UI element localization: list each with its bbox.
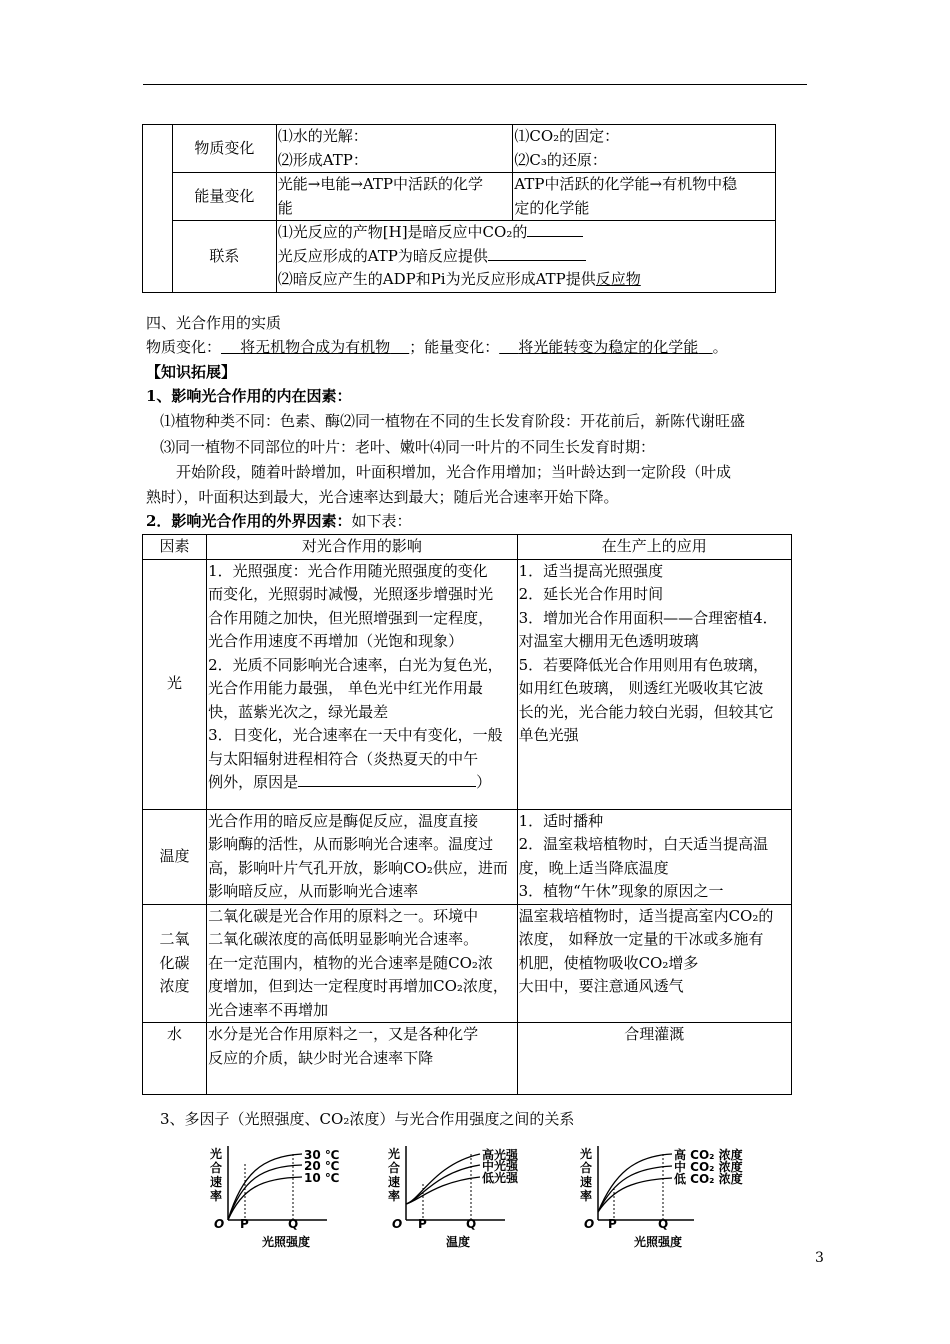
y-axis-label: 速 bbox=[580, 1175, 593, 1189]
merged-cell bbox=[143, 125, 173, 293]
dark-cell bbox=[513, 173, 776, 221]
cell-line: 水分是光合作用原料之一，又是各种化学 bbox=[208, 1025, 479, 1043]
origin-label: O bbox=[214, 1217, 225, 1231]
factor-cell: 光 bbox=[143, 559, 207, 809]
application-cell: 合理灌溉 bbox=[517, 1023, 791, 1095]
application-cell bbox=[517, 809, 791, 904]
cell-line: 光合作用能力最强， 单色光中红光作用最 bbox=[208, 679, 483, 697]
figure-temperature-curves bbox=[202, 1144, 362, 1252]
paragraph-line: 开始阶段，随着叶龄增加，叶面积增加，光合作用增加；当叶龄达到一定阶段（叶成 bbox=[176, 463, 732, 481]
fill-blank bbox=[488, 245, 586, 261]
cell-line: 例外，原因是 ） bbox=[208, 773, 492, 791]
header-rule bbox=[143, 84, 807, 85]
cell-line: ATP中活跃的化学能→有机物中稳 bbox=[514, 175, 738, 193]
curve-label: 低 CO₂ 浓度 bbox=[674, 1172, 743, 1186]
y-axis-label: 速 bbox=[388, 1175, 401, 1189]
cell-line: 1．适时播种 bbox=[518, 811, 604, 830]
cell-line: 度增加，但到达一定程度时再增加CO₂浓度， bbox=[208, 977, 508, 995]
external-factors-heading: 2．影响光合作用的外界因素：如下表： bbox=[146, 512, 412, 530]
curve-label: 30 ℃ bbox=[304, 1148, 340, 1162]
cell-line: 光合作用的暗反应是酶促反应，温度直接 bbox=[208, 811, 479, 830]
y-axis-label: 速 bbox=[210, 1175, 223, 1189]
cell-line: ⑵形成ATP： bbox=[277, 150, 368, 169]
cell-line: 定的化学能 bbox=[514, 198, 590, 217]
cell-line: 浓度， 如释放一定量的干冰或多施有 bbox=[518, 930, 764, 948]
cell-line: 光能→电能→ATP中活跃的化学 bbox=[277, 175, 484, 193]
cell-line: 在一定范围内，植物的光合速率是随CO₂浓 bbox=[208, 953, 493, 972]
y-axis-label: 合 bbox=[580, 1161, 593, 1175]
cell-line: 1．光照强度：光合作用随光照强度的变化 bbox=[208, 561, 488, 580]
y-axis-label: 率 bbox=[210, 1189, 223, 1203]
cell-line: 快，蓝紫光次之，绿光最差 bbox=[208, 702, 389, 721]
effect-cell bbox=[207, 1023, 517, 1095]
table-row bbox=[143, 173, 776, 221]
paragraph-line: ⑴植物种类不同：色素、酶⑵同一植物在不同的生长发育阶段：开花前后，新陈代谢旺盛 bbox=[160, 412, 746, 430]
cell-line: ⑵C₃的还原： bbox=[514, 150, 607, 169]
cell-line: 反应的介质，缺少时光合速率下降 bbox=[208, 1048, 434, 1067]
figure-co2-curves bbox=[574, 1144, 754, 1252]
tick-label: Q bbox=[288, 1217, 299, 1231]
curve-label: 中 CO₂ 浓度 bbox=[674, 1160, 743, 1174]
tick-label: P bbox=[418, 1217, 427, 1231]
table-row bbox=[143, 559, 792, 809]
cell-line: 光反应形成的ATP为暗反应提供 bbox=[278, 245, 774, 269]
tick-label: P bbox=[240, 1217, 249, 1231]
cell-line: 温室栽培植物时，适当提高室内CO₂的 bbox=[518, 906, 774, 925]
cell-line: 对温室大棚用无色透明玻璃 bbox=[518, 632, 699, 650]
table-row bbox=[143, 1023, 792, 1095]
column-header: 因素 bbox=[143, 535, 207, 560]
cell-line: ⑴光反应的产物[H]是暗反应中CO₂的 bbox=[278, 221, 774, 245]
fill-blank bbox=[298, 771, 476, 787]
cell-line: 二氧 bbox=[159, 930, 190, 948]
cell-line: 2．光质不同影响光合速率，白光为复色光， bbox=[208, 655, 503, 674]
section4-title: 四、光合作用的实质 bbox=[146, 314, 282, 332]
row-label: 能量变化 bbox=[172, 173, 276, 221]
effect-cell bbox=[207, 559, 517, 809]
application-cell bbox=[517, 559, 791, 809]
origin-label: O bbox=[584, 1217, 595, 1231]
cell-line: 2．温室栽培植物时，白天适当提高温 bbox=[518, 835, 769, 853]
origin-label: O bbox=[392, 1217, 403, 1231]
x-axis-label: 光照强度 bbox=[262, 1235, 311, 1249]
internal-factors-heading: 1、影响光合作用的内在因素： bbox=[146, 387, 352, 405]
y-axis-label: 光 bbox=[210, 1147, 223, 1161]
y-axis-label: 合 bbox=[388, 1161, 401, 1175]
light-cell bbox=[276, 173, 513, 221]
application-cell bbox=[517, 904, 791, 1023]
curve-label: 20 ℃ bbox=[304, 1159, 340, 1173]
table-row bbox=[143, 904, 792, 1023]
cell-line: 度，晚上适当降底温度 bbox=[518, 858, 669, 877]
knowledge-title: 【知识拓展】 bbox=[146, 363, 237, 381]
tick-label: P bbox=[608, 1217, 617, 1231]
cell-line: 影响酶的活性，从而影响光合速率。温度过 bbox=[208, 835, 494, 853]
cell-line: 影响暗反应，从而影响光合速率 bbox=[208, 882, 419, 900]
column-header: 对光合作用的影响 bbox=[207, 535, 517, 560]
row-label: 物质变化 bbox=[172, 125, 276, 173]
cell-line: 合作用随之加快，但光照增强到一定程度， bbox=[208, 608, 494, 627]
cell-line: 2．延长光合作用时间 bbox=[518, 585, 664, 603]
cell-line: 3．植物“午休”现象的原因之一 bbox=[518, 882, 724, 900]
page-number: 3 bbox=[815, 1250, 824, 1266]
cell-line: ⑴CO₂的固定： bbox=[514, 127, 620, 145]
fill-blank bbox=[527, 221, 583, 237]
cell-line: ⑴水的光解： bbox=[277, 127, 368, 145]
paragraph-line: ⑶同一植物不同部位的叶片：老叶、嫩叶⑷同一叶片的不同生长发育时期： bbox=[160, 438, 656, 456]
table-row bbox=[143, 125, 776, 173]
cell-line: 长的光，光合能力较白光弱，但较其它 bbox=[518, 702, 774, 721]
column-header: 在生产上的应用 bbox=[517, 535, 791, 560]
table-row bbox=[143, 809, 792, 904]
dark-cell bbox=[513, 125, 776, 173]
y-axis-label: 率 bbox=[580, 1189, 593, 1203]
cell-line: 与太阳辐射进程相符合（炎热夏天的中午 bbox=[208, 749, 479, 768]
tick-label: Q bbox=[466, 1217, 477, 1231]
light-dark-reaction-table bbox=[142, 124, 776, 293]
row-label: 联系 bbox=[172, 221, 276, 293]
essence-line: 物质变化： 将无机物合成为有机物 ；能量变化： 将光能转变为稳定的化学能 。 bbox=[146, 338, 728, 356]
cell-line: 机肥，使植物吸收CO₂增多 bbox=[518, 953, 699, 972]
table-row bbox=[143, 221, 776, 293]
y-axis-label: 光 bbox=[580, 1147, 593, 1161]
figure-light-intensity-curves bbox=[380, 1144, 540, 1252]
cell-line: 而变化，光照弱时减慢，光照逐步增强时光 bbox=[208, 585, 494, 603]
external-factors-table bbox=[142, 534, 792, 1095]
curve-label: 中光强 bbox=[482, 1159, 519, 1173]
factor-cell: 温度 bbox=[143, 809, 207, 904]
curve-label: 10 ℃ bbox=[304, 1171, 340, 1185]
cell-line: ⑵暗反应产生的ADP和Pi为光反应形成ATP提供反应物 bbox=[277, 270, 641, 288]
curve-label: 高光强 bbox=[482, 1148, 519, 1162]
cell-line: 二氧化碳浓度的高低明显影响光合速率。 bbox=[208, 930, 479, 948]
x-axis-label: 光照强度 bbox=[634, 1235, 683, 1249]
cell-line: 如用红色玻璃， 则透红光吸收其它波 bbox=[518, 679, 764, 697]
x-axis-label: 温度 bbox=[446, 1235, 471, 1249]
cell-line: 光合作用速度不再增加（光饱和现象） bbox=[208, 632, 464, 650]
cell-line: 单色光强 bbox=[518, 726, 579, 744]
cell-line: 浓度 bbox=[159, 977, 190, 995]
table-header-row bbox=[143, 535, 792, 560]
y-axis-label: 率 bbox=[388, 1189, 401, 1203]
effect-cell bbox=[207, 904, 517, 1023]
section3-title: 3、多因子（光照强度、CO₂浓度）与光合作用强度之间的关系 bbox=[160, 1110, 575, 1128]
cell-line: 3．增加光合作用面积——合理密植4． bbox=[518, 608, 778, 627]
paragraph-line: 熟时），叶面积达到最大，光合速率达到最大；随后光合速率开始下降。 bbox=[146, 488, 619, 506]
effect-cell bbox=[207, 809, 517, 904]
y-axis-label: 合 bbox=[210, 1161, 223, 1175]
curve-label: 低光强 bbox=[482, 1171, 519, 1185]
tick-label: Q bbox=[658, 1217, 669, 1231]
cell-line: 化碳 bbox=[159, 953, 190, 972]
light-cell bbox=[276, 125, 513, 173]
factor-cell: 水 bbox=[143, 1023, 207, 1095]
cell-line: 大田中，要注意通风透气 bbox=[518, 977, 684, 995]
cell-line: 二氧化碳是光合作用的原料之一。环境中 bbox=[208, 906, 479, 925]
cell-line: 能 bbox=[277, 198, 293, 217]
cell-line: 高，影响叶片气孔开放，影响CO₂供应，进而 bbox=[208, 858, 508, 877]
factor-cell bbox=[143, 904, 207, 1023]
link-cell bbox=[276, 221, 775, 293]
cell-line: 光合速率不再增加 bbox=[208, 1000, 329, 1019]
cell-line: 5．若要降低光合作用则用有色玻璃， bbox=[518, 655, 769, 674]
cell-line: 1．适当提高光照强度 bbox=[518, 561, 664, 580]
y-axis-label: 光 bbox=[388, 1147, 401, 1161]
curve-label: 高 CO₂ 浓度 bbox=[674, 1148, 743, 1162]
cell-line: 3．日变化，光合速率在一天中有变化，一般 bbox=[208, 726, 503, 744]
